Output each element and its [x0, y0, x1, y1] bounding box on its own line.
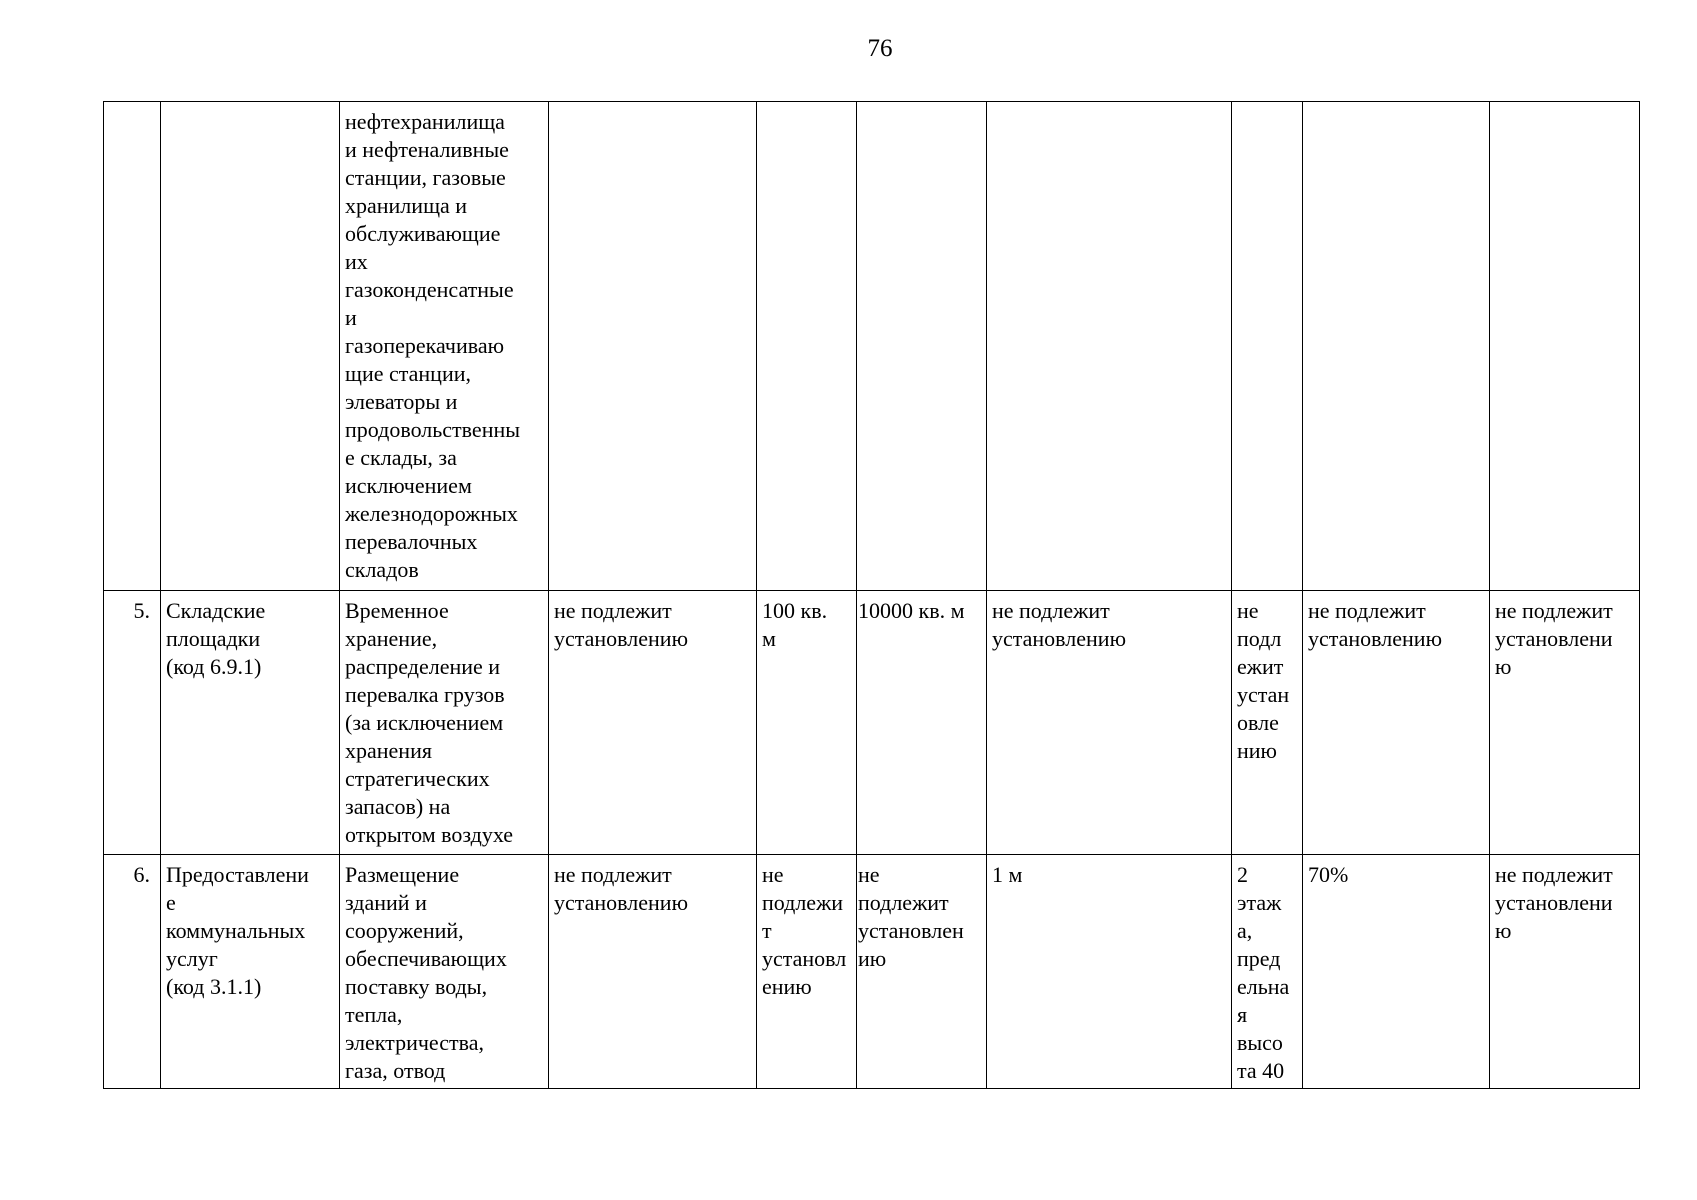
- table-cell: не подлежит установлению: [1303, 591, 1490, 855]
- table-cell: [857, 102, 987, 591]
- table-cell: не подлежит установлению: [549, 591, 757, 855]
- row-number-cell: 6.: [104, 855, 161, 1089]
- table-cell: 1 м: [987, 855, 1232, 1089]
- table-cell: не подлежи т установл ению: [757, 855, 857, 1089]
- table-cell: [1490, 102, 1640, 591]
- table-cell: не подлежит установлени ю: [1490, 591, 1640, 855]
- regulations-table: [103, 101, 1640, 1089]
- table-row: [104, 855, 1640, 1089]
- table-row: [104, 591, 1640, 855]
- row-number-cell: 5.: [104, 591, 161, 855]
- table-cell: не подл ежит устан овле нию: [1232, 591, 1303, 855]
- use-type-name-cell: Предоставлени е коммунальных услуг (код 3.1.1): [161, 855, 340, 1089]
- use-description-cell: Размещение зданий и сооружений, обеспечивающих поставку воды, тепла, электричества, газа, отвод: [340, 855, 549, 1089]
- table-row: [104, 102, 1640, 591]
- use-type-name-cell: [161, 102, 340, 591]
- table-cell: 2 этаж а, пред ельна я высо та 40: [1232, 855, 1303, 1089]
- table-cell: не подлежит установлению: [549, 855, 757, 1089]
- table-cell: не подлежит установлению: [987, 591, 1232, 855]
- use-description-cell: Временное хранение, распределение и перевалка грузов (за исключением хранения стратегических запасов) на открытом воздухе: [340, 591, 549, 855]
- table-cell: 10000 кв. м: [857, 591, 987, 855]
- table-cell: [987, 102, 1232, 591]
- table-cell: [1303, 102, 1490, 591]
- table-cell: [757, 102, 857, 591]
- table-cell: 70%: [1303, 855, 1490, 1089]
- table-cell: 100 кв. м: [757, 591, 857, 855]
- table-cell: [1232, 102, 1303, 591]
- use-description-cell: нефтехранилища и нефтеналивные станции, газовые хранилища и обслуживающие их газоконденсатные и газоперекачиваю щие станции, элеваторы и продовольственны е склады, за исключением железнодорожных перевалочных складов: [340, 102, 549, 591]
- use-type-name-cell: Складские площадки (код 6.9.1): [161, 591, 340, 855]
- row-number-cell: [104, 102, 161, 591]
- table-cell: не подлежит установлен ию: [857, 855, 987, 1089]
- page-number: 76: [867, 35, 893, 62]
- table-cell: не подлежит установлени ю: [1490, 855, 1640, 1089]
- table-cell: [549, 102, 757, 591]
